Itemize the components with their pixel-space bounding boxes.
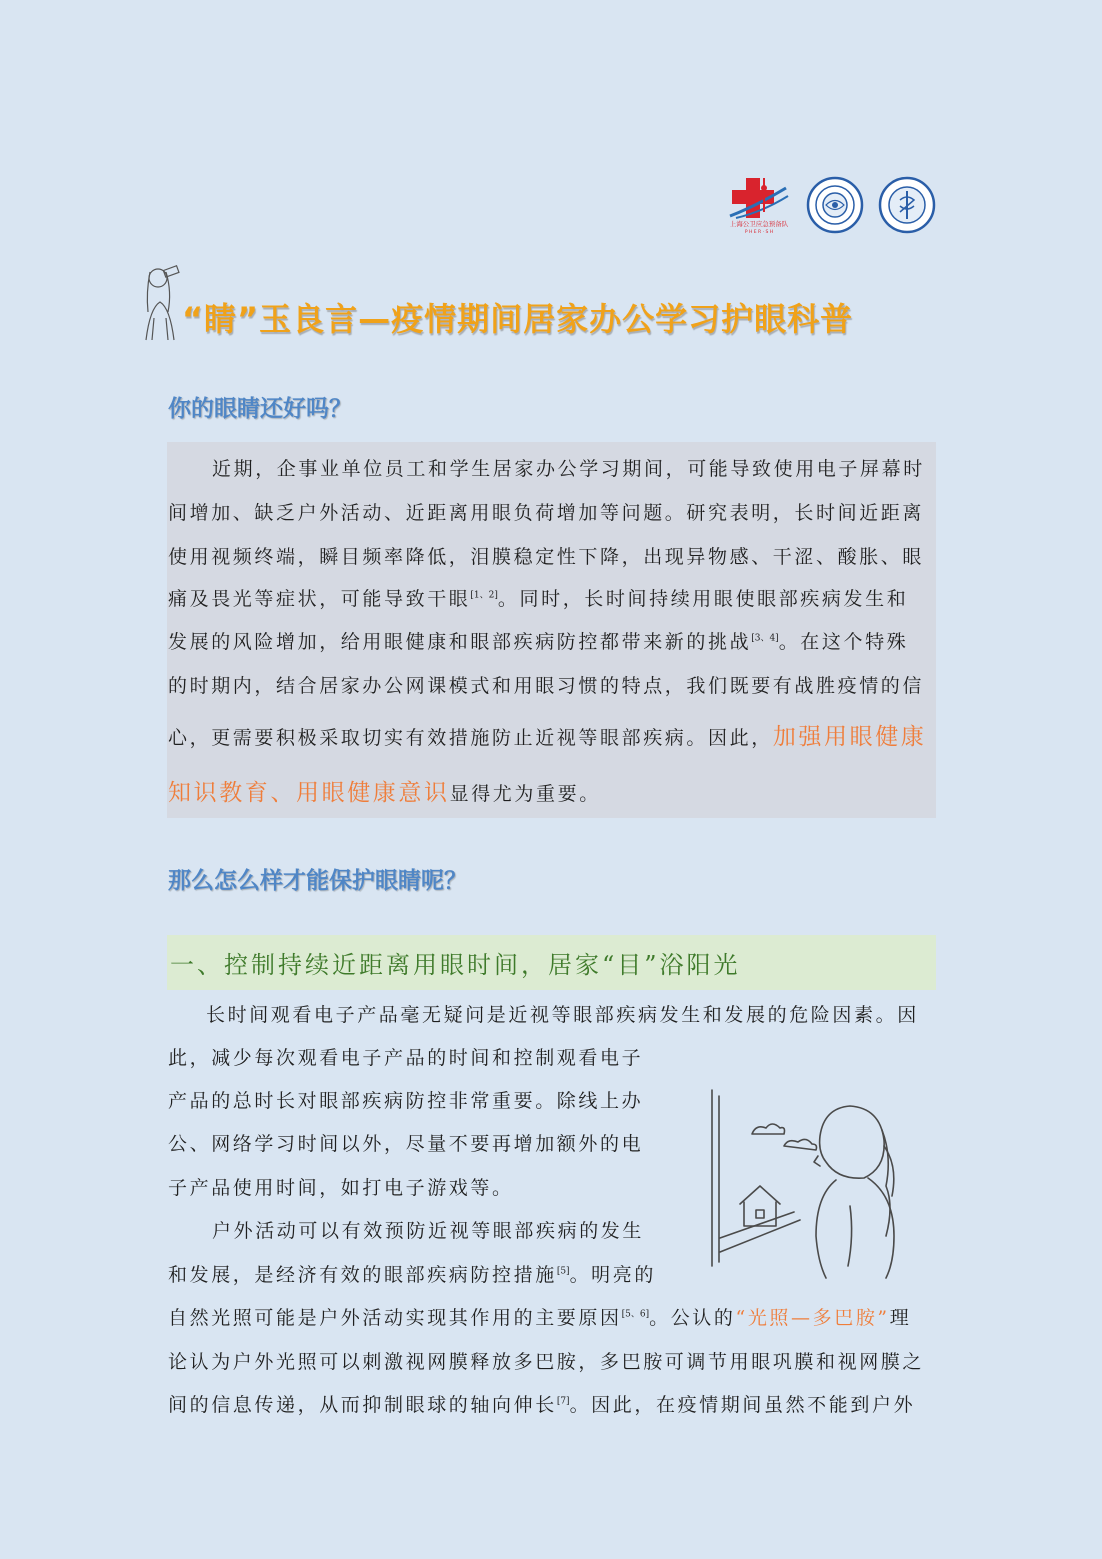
girl-telescope-sketch-icon xyxy=(138,262,182,342)
section-1-line-6: 户外活动可以有效预防近视等眼部疾病的发生 xyxy=(212,1220,645,1242)
intro-line-3: 使用视频终端，瞬目频率降低，泪膜稳定性下降，出现异物感、干涩、酸胀、眼 xyxy=(168,546,925,568)
girl-window-sketch-icon xyxy=(704,1086,904,1282)
logo-group xyxy=(726,176,936,234)
shanghai-public-health-emergency-team-logo xyxy=(726,176,792,234)
highlight-text-3: “光照—多巴胺” xyxy=(735,1307,890,1329)
svg-text:上海公卫应急预备队: 上海公卫应急预备队 xyxy=(729,220,789,228)
section-1-title: 一、控制持续近距离用眼时间，居家“目”浴阳光 xyxy=(170,951,741,979)
question-heading-2: 那么怎么样才能保护眼睛呢？ xyxy=(168,868,467,894)
section-1-line-7: 和发展，是经济有效的眼部疾病防控措施[5]。明亮的 xyxy=(168,1264,656,1286)
section-1-line-9: 论认为户外光照可以刺激视网膜释放多巴胺，多巴胺可调节用眼巩膜和视网膜之 xyxy=(168,1351,925,1373)
reference-5-6: [5、6] xyxy=(621,1309,650,1320)
intro-line-7: 心，更需要积极采取切实有效措施防止近视等眼部疾病。因此，加强用眼健康 xyxy=(168,724,927,750)
section-1-line-5: 子产品使用时间，如打电子游戏等。 xyxy=(168,1177,514,1199)
society-seal-logo-1 xyxy=(806,176,864,234)
svg-text:P H E R · S H: P H E R · S H xyxy=(744,230,774,234)
intro-line-4: 痛及畏光等症状，可能导致干眼[1、2]。同时，长时间持续用眼使眼部疾病发生和 xyxy=(168,588,909,610)
section-1-line-4: 公、网络学习时间以外，尽量不要再增加额外的电 xyxy=(168,1133,644,1155)
page-title: “睛”玉良言—疫情期间居家办公学习护眼科普 xyxy=(182,300,854,338)
intro-line-5: 发展的风险增加，给用眼健康和眼部疾病防控都带来新的挑战[3、4]。在这个特殊 xyxy=(168,631,909,653)
reference-5: [5] xyxy=(556,1266,570,1277)
intro-line-8: 知识教育、用眼健康意识显得尤为重要。 xyxy=(168,780,601,806)
intro-line-2: 间增加、缺乏户外活动、近距离用眼负荷增加等问题。研究表明，长时间近距离 xyxy=(168,502,925,524)
section-1-line-1: 长时间观看电子产品毫无疑问是近视等眼部疾病发生和发展的危险因素。因 xyxy=(206,1004,919,1026)
highlight-text-2: 知识教育、用眼健康意识 xyxy=(168,780,450,806)
reference-3-4: [3、4] xyxy=(751,633,779,644)
society-seal-logo-2 xyxy=(878,176,936,234)
section-1-line-2: 此，减少每次观看电子产品的时间和控制观看电子 xyxy=(168,1047,644,1069)
question-heading-1: 你的眼睛还好吗？ xyxy=(168,396,352,422)
title-row xyxy=(138,262,958,344)
section-1-line-8: 自然光照可能是户外活动实现其作用的主要原因[5、6]。公认的“光照—多巴胺”理 xyxy=(168,1307,912,1329)
intro-line-6: 的时期内，结合居家办公网课模式和用眼习惯的特点，我们既要有战胜疫情的信 xyxy=(168,675,925,697)
intro-line-1: 近期，企事业单位员工和学生居家办公学习期间，可能导致使用电子屏幕时 xyxy=(212,458,925,480)
section-1-line-3: 产品的总时长对眼部疾病防控非常重要。除线上办 xyxy=(168,1090,644,1112)
reference-7: [7] xyxy=(556,1396,570,1407)
highlight-text-1: 加强用眼健康 xyxy=(772,724,927,750)
reference-1-2: [1、2] xyxy=(470,590,498,601)
section-1-line-10: 间的信息传递，从而抑制眼球的轴向伸长[7]。因此，在疫情期间虽然不能到户外 xyxy=(168,1394,916,1416)
